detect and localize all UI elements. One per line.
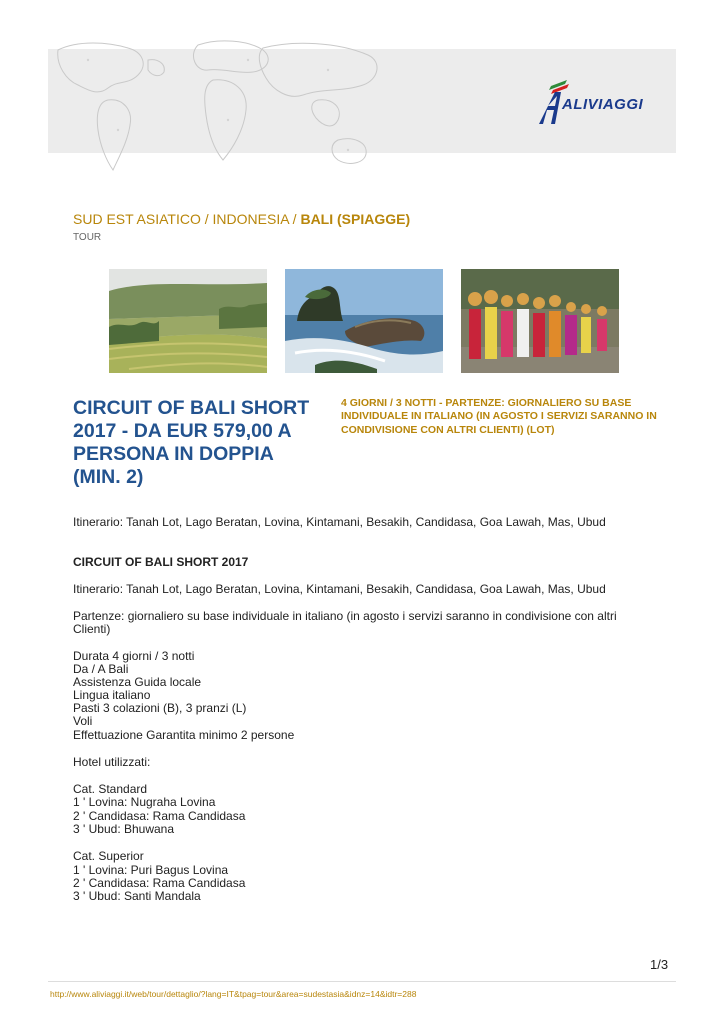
superior-hotel-3: 3 ' Ubud: Santi Mandala	[73, 889, 201, 903]
tour-title: CIRCUIT OF BALI SHORT 2017 - DA EUR 579,00 A PERSONA IN DOPPIA (MIN. 2)	[73, 397, 310, 488]
superior-hotel-2: 2 ' Candidasa: Rama Candidasa	[73, 876, 246, 890]
footer-divider	[48, 981, 676, 982]
detail-guarantee: Effettuazione Garantita minimo 2 persone	[73, 728, 295, 742]
superior-hotel-1: 1 ' Lovina: Puri Bagus Lovina	[73, 863, 229, 877]
standard-hotel-1: 1 ' Lovina: Nugraha Lovina	[73, 795, 216, 809]
detail-from-to: Da / A Bali	[73, 662, 129, 676]
breadcrumb-region[interactable]: SUD EST ASIATICO	[73, 211, 201, 227]
detail-assistance: Assistenza Guida locale	[73, 675, 202, 689]
detail-language: Lingua italiano	[73, 688, 151, 702]
standard-hotel-2: 2 ' Candidasa: Rama Candidasa	[73, 809, 246, 823]
superior-label: Cat. Superior	[73, 849, 144, 863]
section-heading: CIRCUIT OF BALI SHORT 2017	[73, 555, 249, 569]
standard-hotel-3: 3 ' Ubud: Bhuwana	[73, 822, 175, 836]
balinese-procession-photo-icon	[461, 269, 619, 373]
brand-name: ALIVIAGGI	[562, 96, 644, 113]
hotels-label: Hotel utilizzati:	[73, 755, 151, 769]
departures-line-1: Partenze: giornaliero su base individuale in italiano (in agosto i servizi saranno in condivisione con altri	[73, 609, 617, 623]
breadcrumb-country[interactable]: INDONESIA	[212, 211, 289, 227]
detail-flights: Voli	[73, 714, 93, 728]
rice-terraces-photo-icon	[109, 269, 267, 373]
world-map-icon	[48, 30, 388, 190]
tanah-lot-temple-photo-icon	[285, 269, 443, 373]
tour-subtitle: 4 GIORNI / 3 NOTTI - PARTENZE: GIORNALIERO SU BASE INDIVIDUALE IN ITALIANO (IN AGOSTO I SERVIZI SARANNO IN CONDIVISIONE CON ALTRI CLIENTI) (LOT)	[341, 397, 657, 436]
departures-line-2: Clienti)	[73, 622, 111, 636]
footer-url-link[interactable]: http://www.aliviaggi.it/web/tour/dettaglio/?lang=IT&tpag=tour&area=sudestasia&idnz=14&idtr=288	[50, 989, 417, 999]
itinerary-intro: Itinerario: Tanah Lot, Lago Beratan, Lovina, Kintamani, Besakih, Candidasa, Goa Lawah, Mas, Ubud	[73, 515, 606, 529]
standard-label: Cat. Standard	[73, 782, 148, 796]
detail-duration: Durata 4 giorni / 3 notti	[73, 649, 195, 663]
breadcrumb-current: BALI (SPIAGGE)	[300, 211, 411, 227]
breadcrumb: SUD EST ASIATICO / INDONESIA / BALI (SPIAGGE)	[73, 211, 411, 227]
page-number: 1/3	[650, 957, 669, 972]
category-label: TOUR	[73, 232, 102, 243]
detail-meals: Pasti 3 colazioni (B), 3 pranzi (L)	[73, 701, 247, 715]
itinerary-text: Itinerario: Tanah Lot, Lago Beratan, Lovina, Kintamani, Besakih, Candidasa, Goa Lawah, Mas, Ubud	[73, 582, 606, 596]
